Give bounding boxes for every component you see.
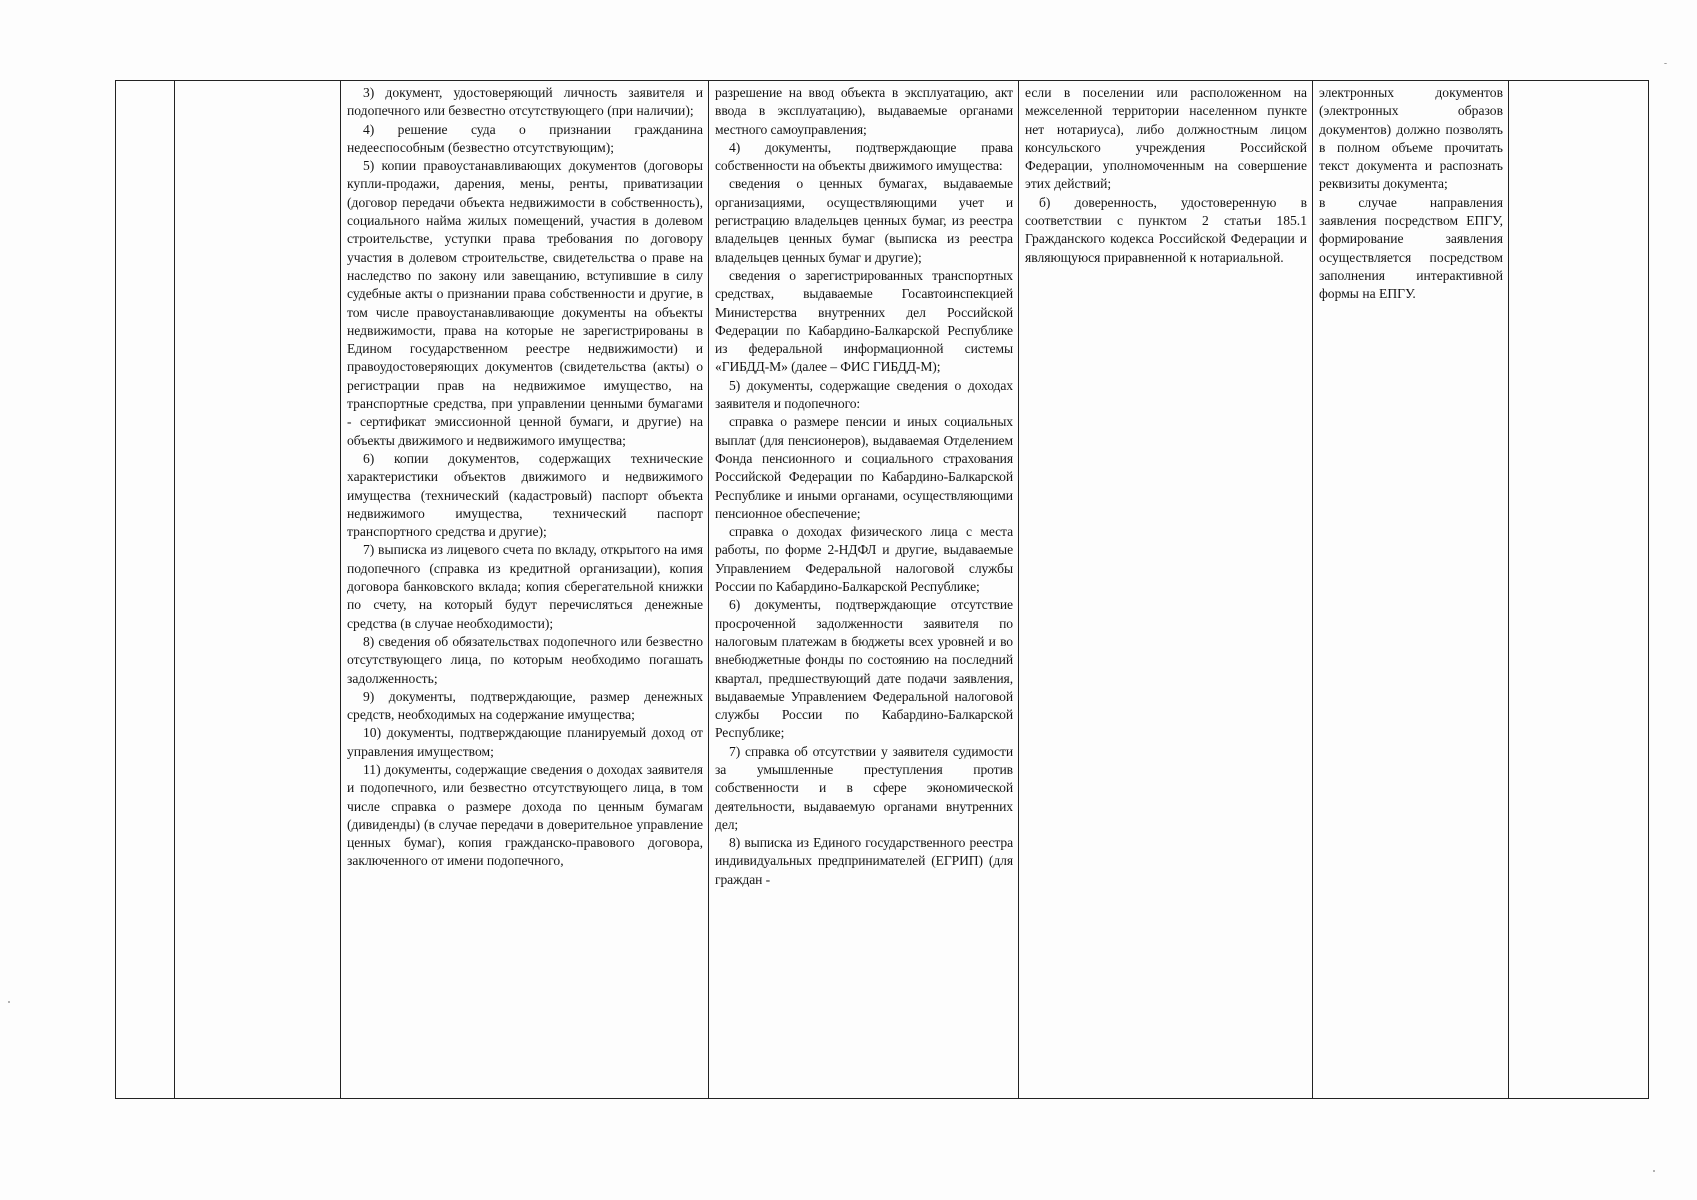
list-item: электронных документов (электронных образов документов) должно позволять в полном объеме прочитать текст документа и распознать реквизиты документа; xyxy=(1319,85,1503,192)
cell-representative-authority xyxy=(1019,81,1313,1099)
cell-col7 xyxy=(1509,81,1649,1099)
list-item: 5) копии правоустанавливающих документов (договоры купли-продажи, дарения, мены, ренты, приватизации (договор передачи объекта недвижимости в собственность), социального найма жилых помещений, участия в долевом строительстве, уступки права требования по договору участия в долевом строительстве, свидетельства о праве на наследство по закону или завещанию, вступившие в силу судебные акты о признании права собственности и другие, в том числе правоустанавливающие документы на объекты недвижимости, права на которые не зарегистрированы в Едином государственном реестре недвижимости) и правоудостоверяющих документов (свидетельства (акты) о регистрации прав на недвижимое имущество, на транспортные средства, при управлении ценными бумагами - сертификат эмиссионной ценной бумаги, и другие) на объекты движимого и недвижимого имущества; xyxy=(347,158,703,448)
list-item: б) доверенность, удостоверенную в соответствии с пунктом 2 статьи 185.1 Гражданского кодекса Российской Федерации и являющуюся приравненной к нотариальной. xyxy=(1025,194,1307,265)
list-item: справка о доходах физического лица с места работы, по форме 2-НДФЛ и другие, выдаваемые Управлением Федеральной налоговой службы России по Кабардино-Балкарской Республике; xyxy=(715,524,1013,595)
list-item: сведения о ценных бумагах, выдаваемые организациями, осуществляющими учет и регистрацию владельцев ценных бумаг, из реестра владельцев ценных бумаг (выписка из реестра владельцев ценных бумаг и другие); xyxy=(715,176,1013,265)
scan-speck xyxy=(1664,63,1667,64)
list-item: 6) документы, подтверждающие отсутствие просроченной задолженности заявителя по налоговым платежам в бюджеты всех уровней и во внебюджетные фонды по состоянию на последний квартал, предшествующий дате подачи заявления, выдаваемые Управлением Федеральной налоговой службы России по Кабардино-Балкарской Республике; xyxy=(715,597,1013,741)
list-item: в случае направления заявления посредством ЕПГУ, формирование заявления осуществляется посредством заполнения интерактивной формы на ЕПГУ. xyxy=(1319,194,1503,302)
scan-speck xyxy=(8,1001,10,1003)
list-item: 9) документы, подтверждающие, размер денежных средств, необходимых на содержание имущества; xyxy=(347,688,703,723)
list-item: 4) решение суда о признании гражданина недееспособным (безвестно отсутствующим); xyxy=(347,121,703,155)
list-item: 10) документы, подтверждающие планируемый доход от управления имуществом; xyxy=(347,725,703,759)
list-item: если в поселении или расположенном на межселенной территории населенном пункте нет нотариуса), либо должностным лицом консульского учреждения Российской Федерации, уполномоченным на совершение этих действий; xyxy=(1025,85,1307,192)
cell-col1 xyxy=(116,81,175,1099)
cell-required-documents xyxy=(341,81,709,1099)
list-item: справка о размере пенсии и иных социальных выплат (для пенсионеров), выдаваемая Отделением Фонда пенсионного и социального страхования Российской Федерации по Кабардино-Балкарской Республике и иными органами, осуществляющими пенсионное обеспечение; xyxy=(715,414,1013,521)
list-item: 7) выписка из лицевого счета по вкладу, открытого на имя подопечного (справка из кредитной организации), копия договора банковского вклада; копия сберегательной книжки по счету, на который будут перечисляться денежные средства (в случае необходимости); xyxy=(347,542,703,631)
list-item: 11) документы, содержащие сведения о доходах заявителя и подопечного, или безвестно отсутствующего лица, в том числе справка о размере дохода по ценным бумагам (дивиденды) (в случае передачи в доверительное управление ценных бумаг), копия гражданско-правового договора, заключенного от имени подопечного, xyxy=(347,761,703,869)
list-item: 6) копии документов, содержащих технические характеристики объектов движимого и недвижимого имущества (технический (кадастровый) паспорт объекта недвижимого имущества, технический паспорт транспортного средства и другие); xyxy=(347,450,703,540)
cell-interagency-documents xyxy=(709,81,1019,1099)
list-item: 8) выписка из Единого государственного реестра индивидуальных предпринимателей (ЕГРИП) (для граждан - xyxy=(715,835,1013,887)
table-row xyxy=(116,81,1649,1099)
list-item: 5) документы, содержащие сведения о доходах заявителя и подопечного: xyxy=(715,377,1013,412)
cell-submission-requirements xyxy=(1313,81,1509,1099)
list-item: 8) сведения об обязательствах подопечного или безвестно отсутствующего лица, по которым необходимо погашать задолженность; xyxy=(347,633,703,686)
regulation-table xyxy=(115,80,1649,1099)
list-item: сведения о зарегистрированных транспортных средствах, выдаваемые Госавтоинспекцией Министерства внутренних дел Российской Федерации по Кабардино-Балкарской Республике из федеральной информационной системы «ГИБДД-М» (далее – ФИС ГИБДД-М); xyxy=(715,267,1013,375)
list-item: 7) справка об отсутствии у заявителя судимости за умышленные преступления против собственности и в сфере экономической деятельности, выдаваемую органами внутренних дел; xyxy=(715,743,1013,832)
list-item: 3) документ, удостоверяющий личность заявителя и подопечного или безвестно отсутствующего (при наличии); xyxy=(347,85,703,119)
list-item: 4) документы, подтверждающие права собственности на объекты движимого имущества: xyxy=(715,139,1013,174)
list-item: разрешение на ввод объекта в эксплуатацию, акт ввода в эксплуатацию), выдаваемые органами местного самоуправления; xyxy=(715,85,1013,137)
cell-col2 xyxy=(175,81,341,1099)
scan-speck xyxy=(1653,1170,1655,1172)
